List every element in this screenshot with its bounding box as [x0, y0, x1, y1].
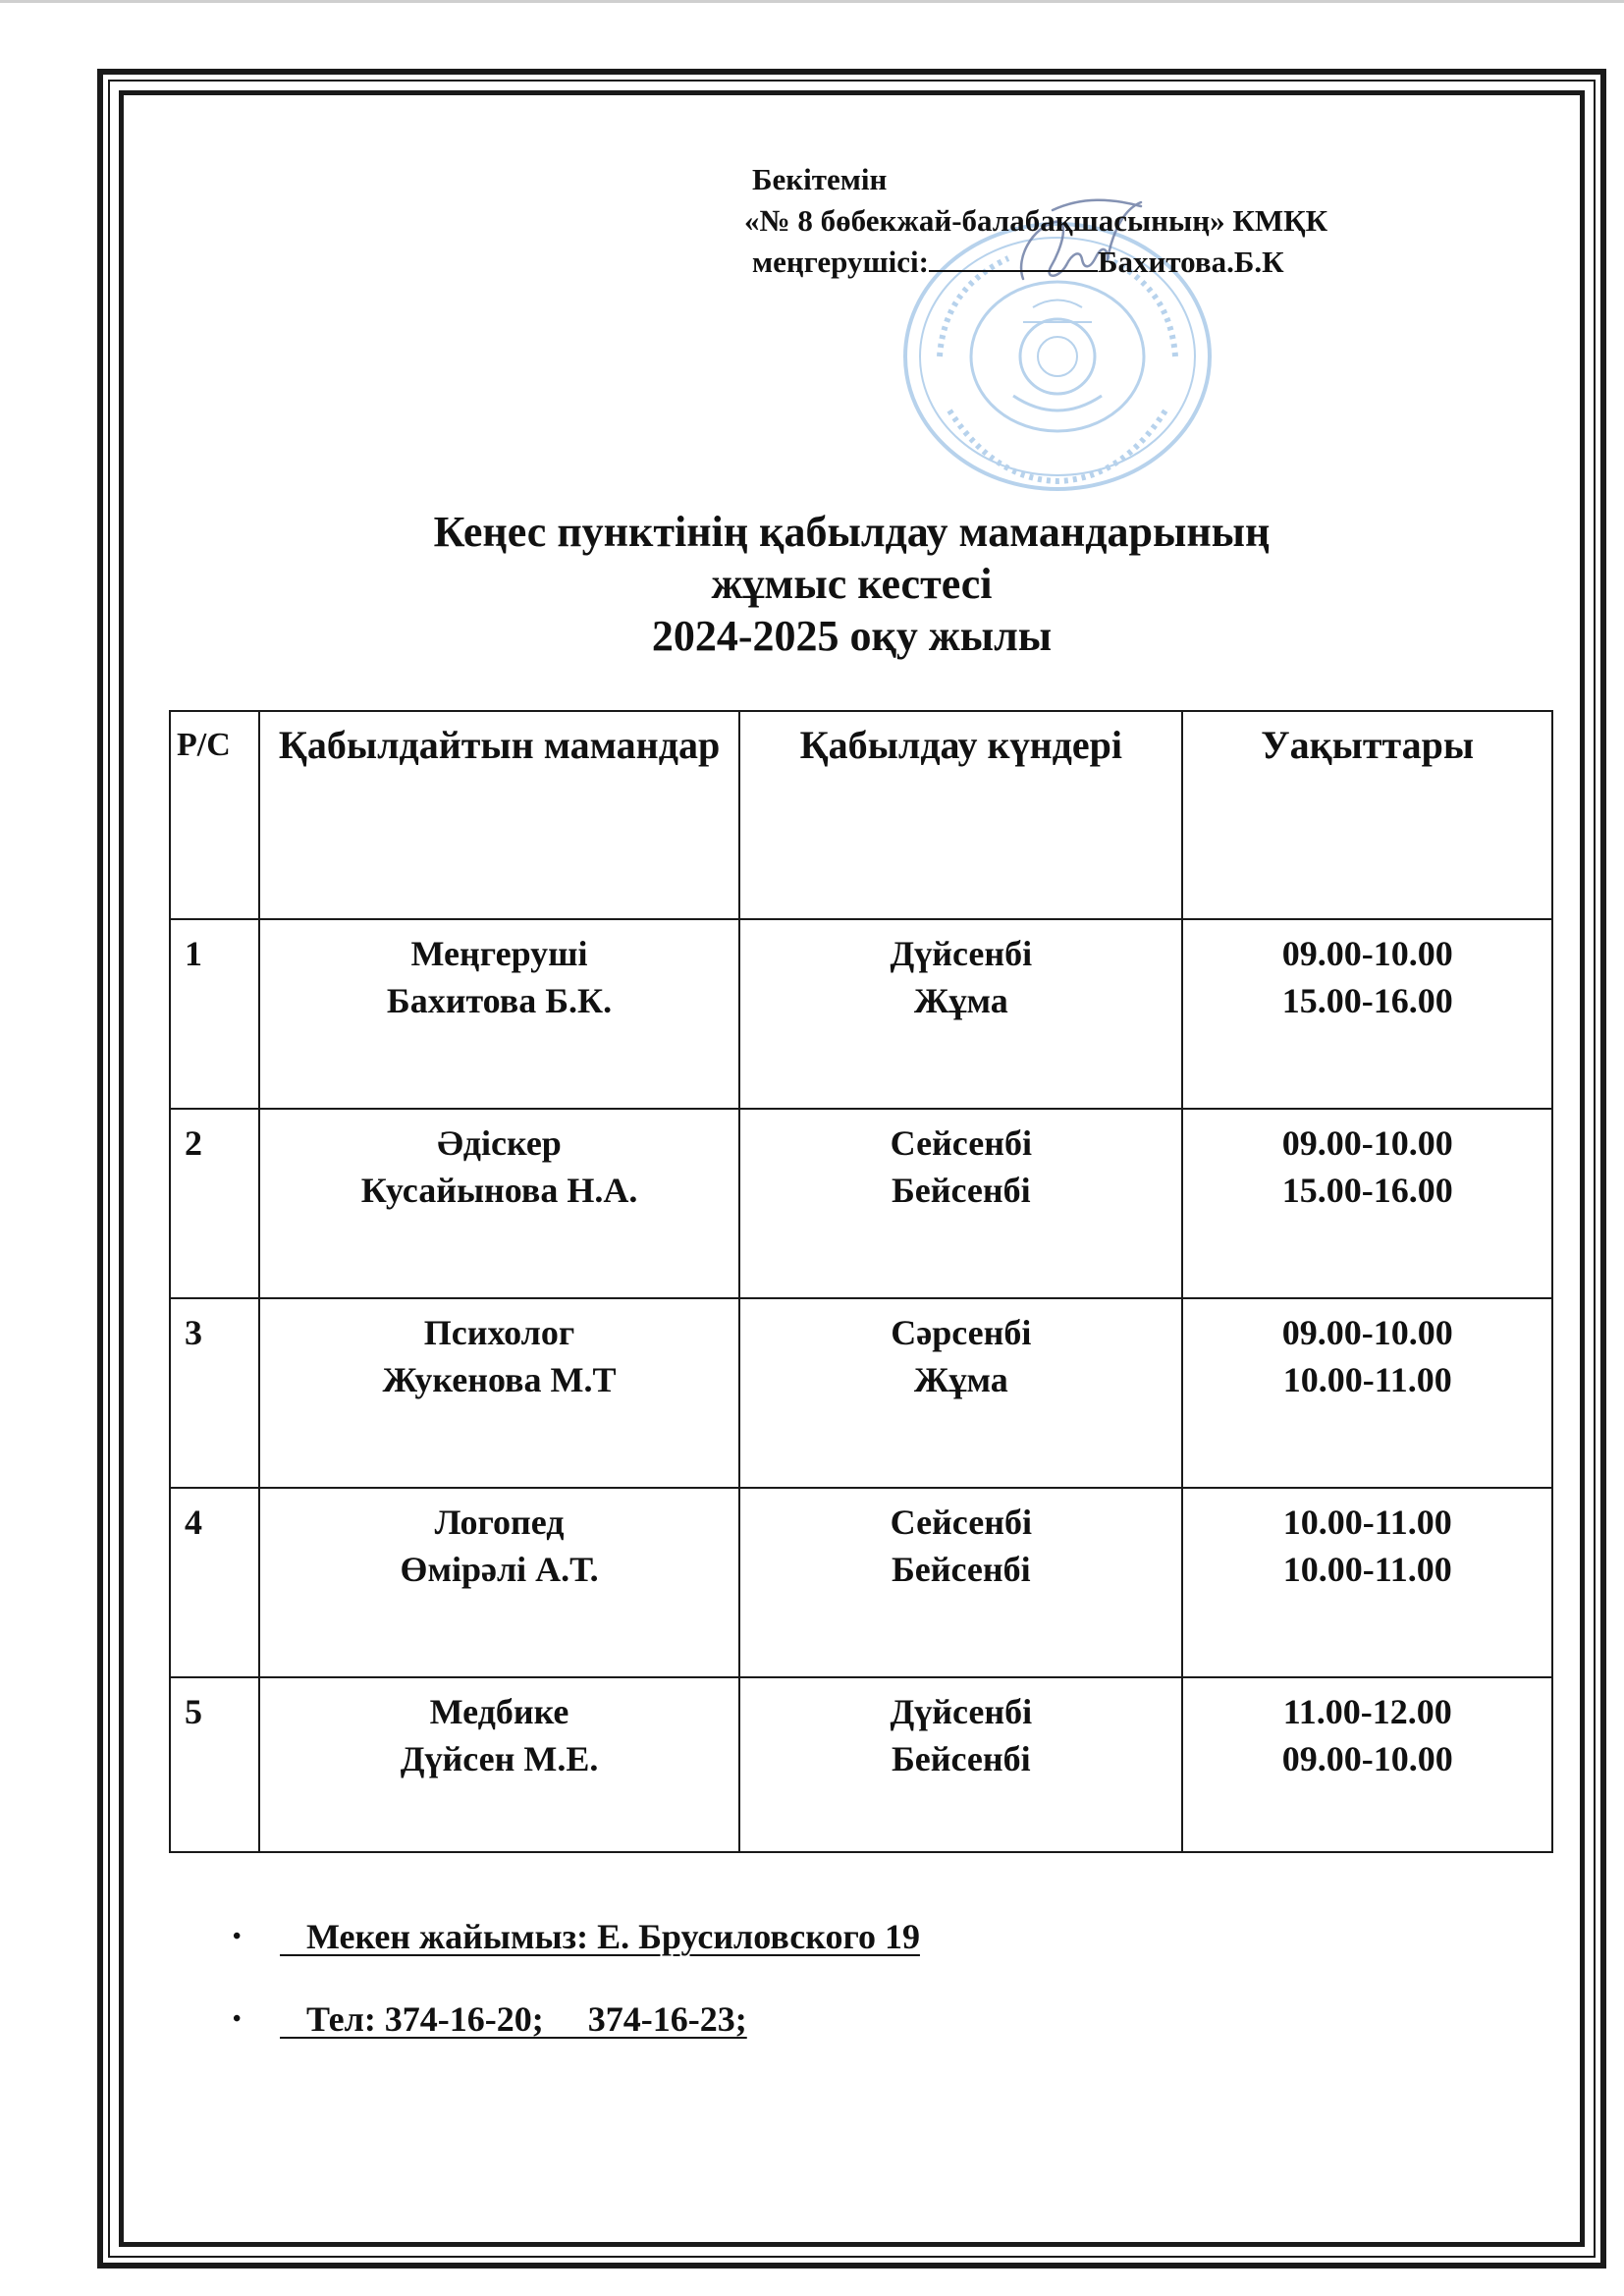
reception-day: Сейсенбі — [890, 1123, 1032, 1163]
table-row — [170, 919, 1552, 1109]
days-cell — [739, 1677, 1182, 1852]
table-row — [170, 1298, 1552, 1488]
bullet-icon: • — [233, 1924, 242, 1949]
reception-day: Бейсенбі — [891, 1550, 1031, 1589]
approval-block — [744, 159, 1327, 283]
reception-time: 09.00-10.00 — [1281, 934, 1453, 973]
specialist-role: Меңгеруші — [410, 934, 588, 973]
row-number: 3 — [170, 1298, 259, 1488]
approval-signatory-name: Бахитова.Б.К — [1097, 245, 1284, 279]
schedule-table — [169, 710, 1553, 1853]
address-text: Мекен жайымыз: Е. Брусиловского 19 — [280, 1917, 920, 1956]
specialist-role: Медбике — [429, 1692, 569, 1731]
days-cell — [739, 919, 1182, 1109]
table-row — [170, 1488, 1552, 1677]
specialist-name: Өмірәлі А.Т. — [400, 1550, 599, 1589]
reception-day: Жұма — [913, 981, 1008, 1020]
bullet-icon: • — [233, 2006, 242, 2032]
approval-organization: «№ 8 бөбекжай-балабақшасының» КМҚК — [744, 203, 1328, 238]
reception-day: Сәрсенбі — [891, 1313, 1032, 1352]
reception-time: 11.00-12.00 — [1282, 1692, 1452, 1731]
times-cell — [1182, 919, 1552, 1109]
approval-position-label: меңгерушісі: — [752, 245, 929, 279]
title-line-1: Кеңес пунктінің қабылдау мамандарының — [433, 508, 1271, 556]
specialist-role: Әдіскер — [437, 1123, 562, 1163]
table-header-row — [170, 711, 1552, 919]
reception-day: Бейсенбі — [891, 1739, 1031, 1778]
days-cell — [739, 1298, 1182, 1488]
row-number: 5 — [170, 1677, 259, 1852]
signature-line — [929, 245, 1098, 272]
table-row — [170, 1109, 1552, 1298]
title-line-2: жұмыс кестесі — [711, 560, 993, 608]
reception-time: 09.00-10.00 — [1281, 1739, 1453, 1778]
scan-edge — [0, 0, 1624, 3]
reception-day: Жұма — [913, 1360, 1008, 1399]
reception-day: Дүйсенбі — [890, 934, 1033, 973]
approval-heading: Бекітемін — [752, 162, 888, 196]
header-number: Р/С — [170, 711, 259, 919]
times-cell — [1182, 1488, 1552, 1677]
phone-text: Тел: 374-16-20; 374-16-23; — [280, 1999, 747, 2039]
specialist-cell — [259, 1677, 739, 1852]
specialist-role: Психолог — [423, 1313, 575, 1352]
reception-time: 09.00-10.00 — [1281, 1123, 1453, 1163]
specialist-name: Кусайынова Н.А. — [360, 1171, 638, 1210]
reception-time: 15.00-16.00 — [1281, 981, 1453, 1020]
reception-time: 09.00-10.00 — [1281, 1313, 1453, 1352]
header-specialist: Қабылдайтын мамандар — [259, 711, 739, 919]
specialist-cell — [259, 1109, 739, 1298]
specialist-name: Дүйсен М.Е. — [400, 1739, 599, 1778]
document-title — [119, 506, 1585, 662]
header-times: Уақыттары — [1182, 711, 1552, 919]
row-number: 1 — [170, 919, 259, 1109]
specialist-cell — [259, 919, 739, 1109]
specialist-name: Жукенова М.Т — [382, 1360, 617, 1399]
reception-time: 10.00-11.00 — [1282, 1550, 1452, 1589]
times-cell — [1182, 1677, 1552, 1852]
days-cell — [739, 1488, 1182, 1677]
reception-day: Дүйсенбі — [890, 1692, 1033, 1731]
specialist-cell — [259, 1298, 739, 1488]
reception-time: 10.00-11.00 — [1282, 1360, 1452, 1399]
reception-time: 10.00-11.00 — [1282, 1503, 1452, 1542]
title-line-3: 2024-2025 оқу жылы — [651, 612, 1053, 660]
reception-time: 15.00-16.00 — [1281, 1171, 1453, 1210]
specialist-role: Логопед — [434, 1503, 565, 1542]
reception-day: Сейсенбі — [890, 1503, 1032, 1542]
specialist-cell — [259, 1488, 739, 1677]
table-row — [170, 1677, 1552, 1852]
row-number: 2 — [170, 1109, 259, 1298]
times-cell — [1182, 1298, 1552, 1488]
row-number: 4 — [170, 1488, 259, 1677]
approval-signatory — [744, 242, 1327, 283]
reception-day: Бейсенбі — [891, 1171, 1031, 1210]
header-days: Қабылдау күндері — [739, 711, 1182, 919]
times-cell — [1182, 1109, 1552, 1298]
days-cell — [739, 1109, 1182, 1298]
specialist-name: Бахитова Б.К. — [386, 981, 613, 1020]
